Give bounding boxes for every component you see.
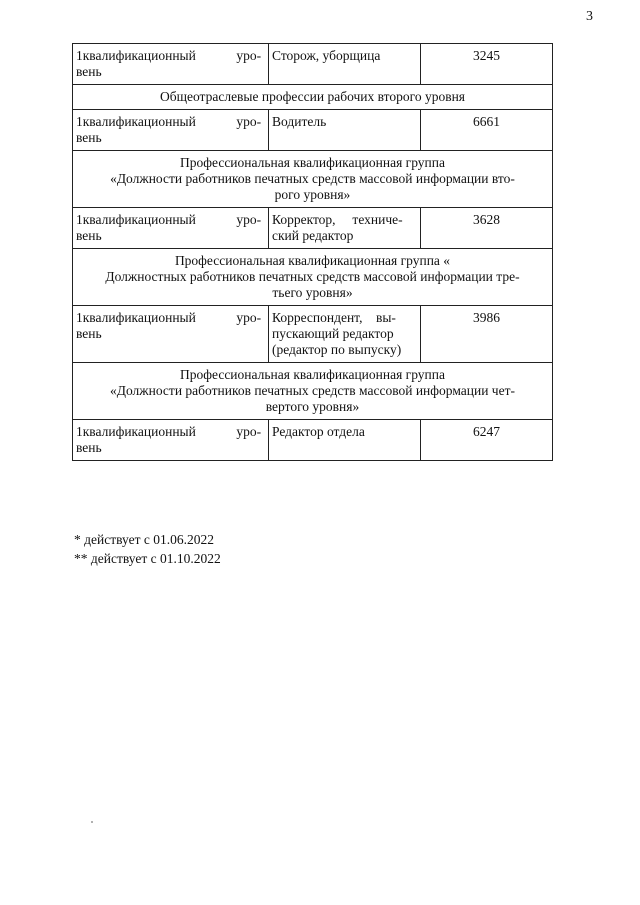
page-number: 3 — [586, 9, 593, 24]
table-row — [73, 110, 553, 151]
salary-table — [72, 43, 553, 461]
salary-cell: 3628 — [421, 208, 553, 249]
group-header-line: тьего уровня» — [272, 285, 353, 300]
salary-cell: 3245 — [421, 44, 553, 85]
group-header-line: Профессиональная квалификационная группа — [180, 155, 445, 170]
position-cell: Сторож, уборщица — [269, 44, 421, 85]
group-header-cell — [73, 363, 553, 420]
group-header-cell — [73, 85, 553, 110]
salary-cell: 3986 — [421, 306, 553, 363]
salary-cell: 6661 — [421, 110, 553, 151]
table-row — [73, 208, 553, 249]
group-header-line: «Должности работников печатных средств массовой информации чет- — [110, 383, 515, 398]
footnotes — [74, 530, 221, 568]
scan-artifact — [91, 821, 93, 823]
group-header-line: Профессиональная квалификационная группа — [180, 367, 445, 382]
group-header-row — [73, 151, 553, 208]
group-header-row — [73, 363, 553, 420]
group-header-cell — [73, 151, 553, 208]
group-header-line: вертого уровня» — [265, 399, 360, 414]
group-header-line: рого уровня» — [274, 187, 351, 202]
table-row — [73, 306, 553, 363]
salary-table-body — [73, 44, 553, 461]
qualification-level-cell: 1квалификационный уро- вень — [73, 420, 269, 461]
qualification-level-cell: 1квалификационный уро- вень — [73, 44, 269, 85]
position-cell: Водитель — [269, 110, 421, 151]
group-header-cell — [73, 249, 553, 306]
qualification-level-cell: 1квалификационный уро- вень — [73, 306, 269, 363]
group-header-line: «Должности работников печатных средств массовой информации вто- — [110, 171, 515, 186]
group-header-row — [73, 85, 553, 110]
footnote: * действует с 01.06.2022 — [74, 532, 214, 547]
position-cell: Корреспондент, вы- пускающий редактор (редактор по выпуску) — [269, 306, 421, 363]
footnote: ** действует с 01.10.2022 — [74, 551, 221, 566]
salary-cell: 6247 — [421, 420, 553, 461]
position-cell: Корректор, техниче- ский редактор — [269, 208, 421, 249]
group-header-row — [73, 249, 553, 306]
qualification-level-cell: 1квалификационный уро- вень — [73, 208, 269, 249]
table-row — [73, 420, 553, 461]
group-header-line: Профессиональная квалификационная группа « — [174, 253, 451, 268]
group-header-line: Должностных работников печатных средств массовой информации тре- — [105, 269, 520, 284]
table-row — [73, 44, 553, 85]
position-cell: Редактор отдела — [269, 420, 421, 461]
group-header-line: Общеотраслевые профессии рабочих второго уровня — [159, 89, 466, 104]
qualification-level-cell: 1квалификационный уро- вень — [73, 110, 269, 151]
